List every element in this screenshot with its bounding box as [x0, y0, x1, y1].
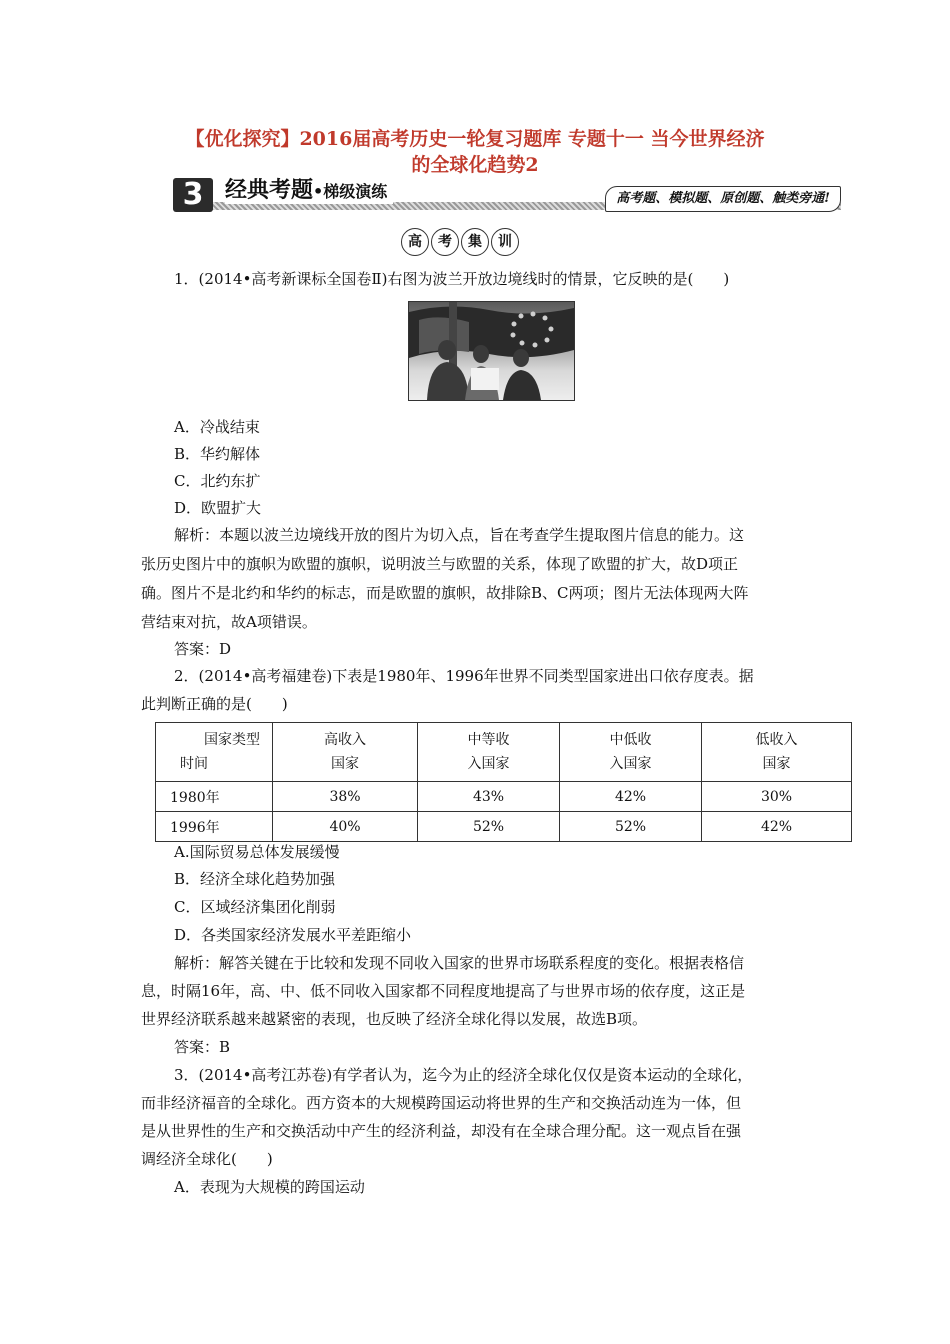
corner-top-label: 国家类型	[204, 732, 260, 748]
row-year: 1996年	[156, 812, 273, 842]
header-text: 国家	[331, 756, 359, 772]
heading-char: 高	[401, 228, 429, 256]
table-cell: 42%	[560, 782, 702, 812]
q1-option-a: A．冷战结束	[174, 418, 260, 436]
table-header-cell	[702, 723, 852, 782]
corner-bottom-label: 时间	[180, 756, 208, 772]
table-cell: 30%	[702, 782, 852, 812]
header-text: 高收入	[324, 732, 366, 748]
table-header-row	[156, 723, 852, 782]
banner-number: 3	[173, 178, 213, 212]
header-text: 中等收	[467, 732, 510, 748]
q1-analysis-line: 解析：本题以波兰边境线开放的图片为切入点，旨在考查学生提取图片信息的能力。这	[174, 526, 745, 544]
q2-stem-line: 2．(2014•高考福建卷)下表是1980年、1996年世界不同类型国家进出口依存度表。据	[174, 667, 754, 685]
heading-char: 集	[461, 228, 489, 256]
q1-option-d: D．欧盟扩大	[174, 499, 262, 517]
q1-stem: 1．(2014•高考新课标全国卷Ⅱ)右图为波兰开放边境线时的情景，它反映的是( )	[174, 270, 730, 288]
header-text: 国家	[762, 756, 791, 772]
heading-char: 训	[491, 228, 519, 256]
heading-char: 考	[431, 228, 459, 256]
q1-option-b: B．华约解体	[174, 445, 261, 463]
dependency-table	[155, 722, 852, 842]
photo-illustration	[409, 302, 574, 400]
table-cell: 38%	[273, 782, 418, 812]
banner-title	[225, 178, 393, 204]
q1-analysis-line: 确。图片不是北约和华约的标志，而是欧盟的旗帜，故排除B、C两项；图片无法体现两大阵	[141, 584, 749, 602]
q1-analysis-line: 张历史图片中的旗帜为欧盟的旗帜，说明波兰与欧盟的关系，体现了欧盟的扩大，故D项正	[141, 555, 739, 573]
q2-stem-line: 此判断正确的是( )	[141, 695, 288, 713]
q3-stem-line: 是从世界性的生产和交换活动中产生的经济利益，却没有在全球合理分配。这一观点旨在强	[141, 1122, 742, 1140]
header-text: 中低收	[609, 732, 652, 748]
banner-slogan: 高考题、模拟题、原创题、触类旁通!	[605, 186, 841, 212]
table-cell: 52%	[418, 812, 560, 842]
document-title-line1: 【优化探究】2016届高考历史一轮复习题库 专题十一 当今世界经济	[185, 128, 765, 150]
section-heading	[400, 228, 520, 258]
q2-analysis-line: 世界经济联系越来越紧密的表现，也反映了经济全球化得以发展，故选B项。	[141, 1010, 648, 1028]
q2-answer: 答案：B	[174, 1038, 231, 1056]
header-text: 低收入	[755, 732, 798, 748]
q2-analysis-line: 息，时隔16年，高、中、低不同收入国家都不同程度地提高了与世界市场的依存度，这正是	[141, 982, 746, 1000]
q2-option-c: C．区域经济集团化削弱	[174, 898, 336, 916]
q2-option-d: D．各类国家经济发展水平差距缩小	[174, 926, 412, 944]
q3-stem-line: 3．(2014•高考江苏卷)有学者认为，迄今为止的经济全球化仅仅是资本运动的全球化，	[174, 1066, 753, 1084]
q1-analysis-line: 营结束对抗，故A项错误。	[141, 613, 317, 631]
q2-option-b: B．经济全球化趋势加强	[174, 870, 336, 888]
header-text: 入国家	[467, 756, 510, 772]
section-banner	[173, 178, 841, 216]
table-corner-cell	[156, 723, 273, 782]
table-row	[156, 782, 852, 812]
q1-answer: 答案：D	[174, 640, 232, 658]
table-cell: 52%	[560, 812, 702, 842]
header-text: 入国家	[609, 756, 652, 772]
table-header-cell	[273, 723, 418, 782]
table-cell: 43%	[418, 782, 560, 812]
table-cell: 40%	[273, 812, 418, 842]
table-row	[156, 812, 852, 842]
q2-analysis-line: 解析：解答关键在于比较和发现不同收入国家的世界市场联系程度的变化。根据表格信	[174, 954, 745, 972]
q1-option-c: C．北约东扩	[174, 472, 261, 490]
q3-stem-line: 调经济全球化( )	[141, 1150, 273, 1168]
banner-dot: •	[313, 182, 324, 201]
table-header-cell	[560, 723, 702, 782]
document-title-line2: 的全球化趋势2	[411, 154, 539, 176]
q2-option-a: A.国际贸易总体发展缓慢	[174, 843, 340, 861]
banner-sub: 梯级演练	[323, 182, 388, 201]
table-cell: 42%	[702, 812, 852, 842]
table-header-cell	[418, 723, 560, 782]
row-year: 1980年	[156, 782, 273, 812]
q3-option-a: A．表现为大规模的跨国运动	[174, 1178, 365, 1196]
q1-photo	[408, 301, 575, 401]
banner-main: 经典考题	[225, 178, 314, 203]
q3-stem-line: 而非经济福音的全球化。西方资本的大规模跨国运动将世界的生产和交换活动连为一体，但	[141, 1094, 742, 1112]
